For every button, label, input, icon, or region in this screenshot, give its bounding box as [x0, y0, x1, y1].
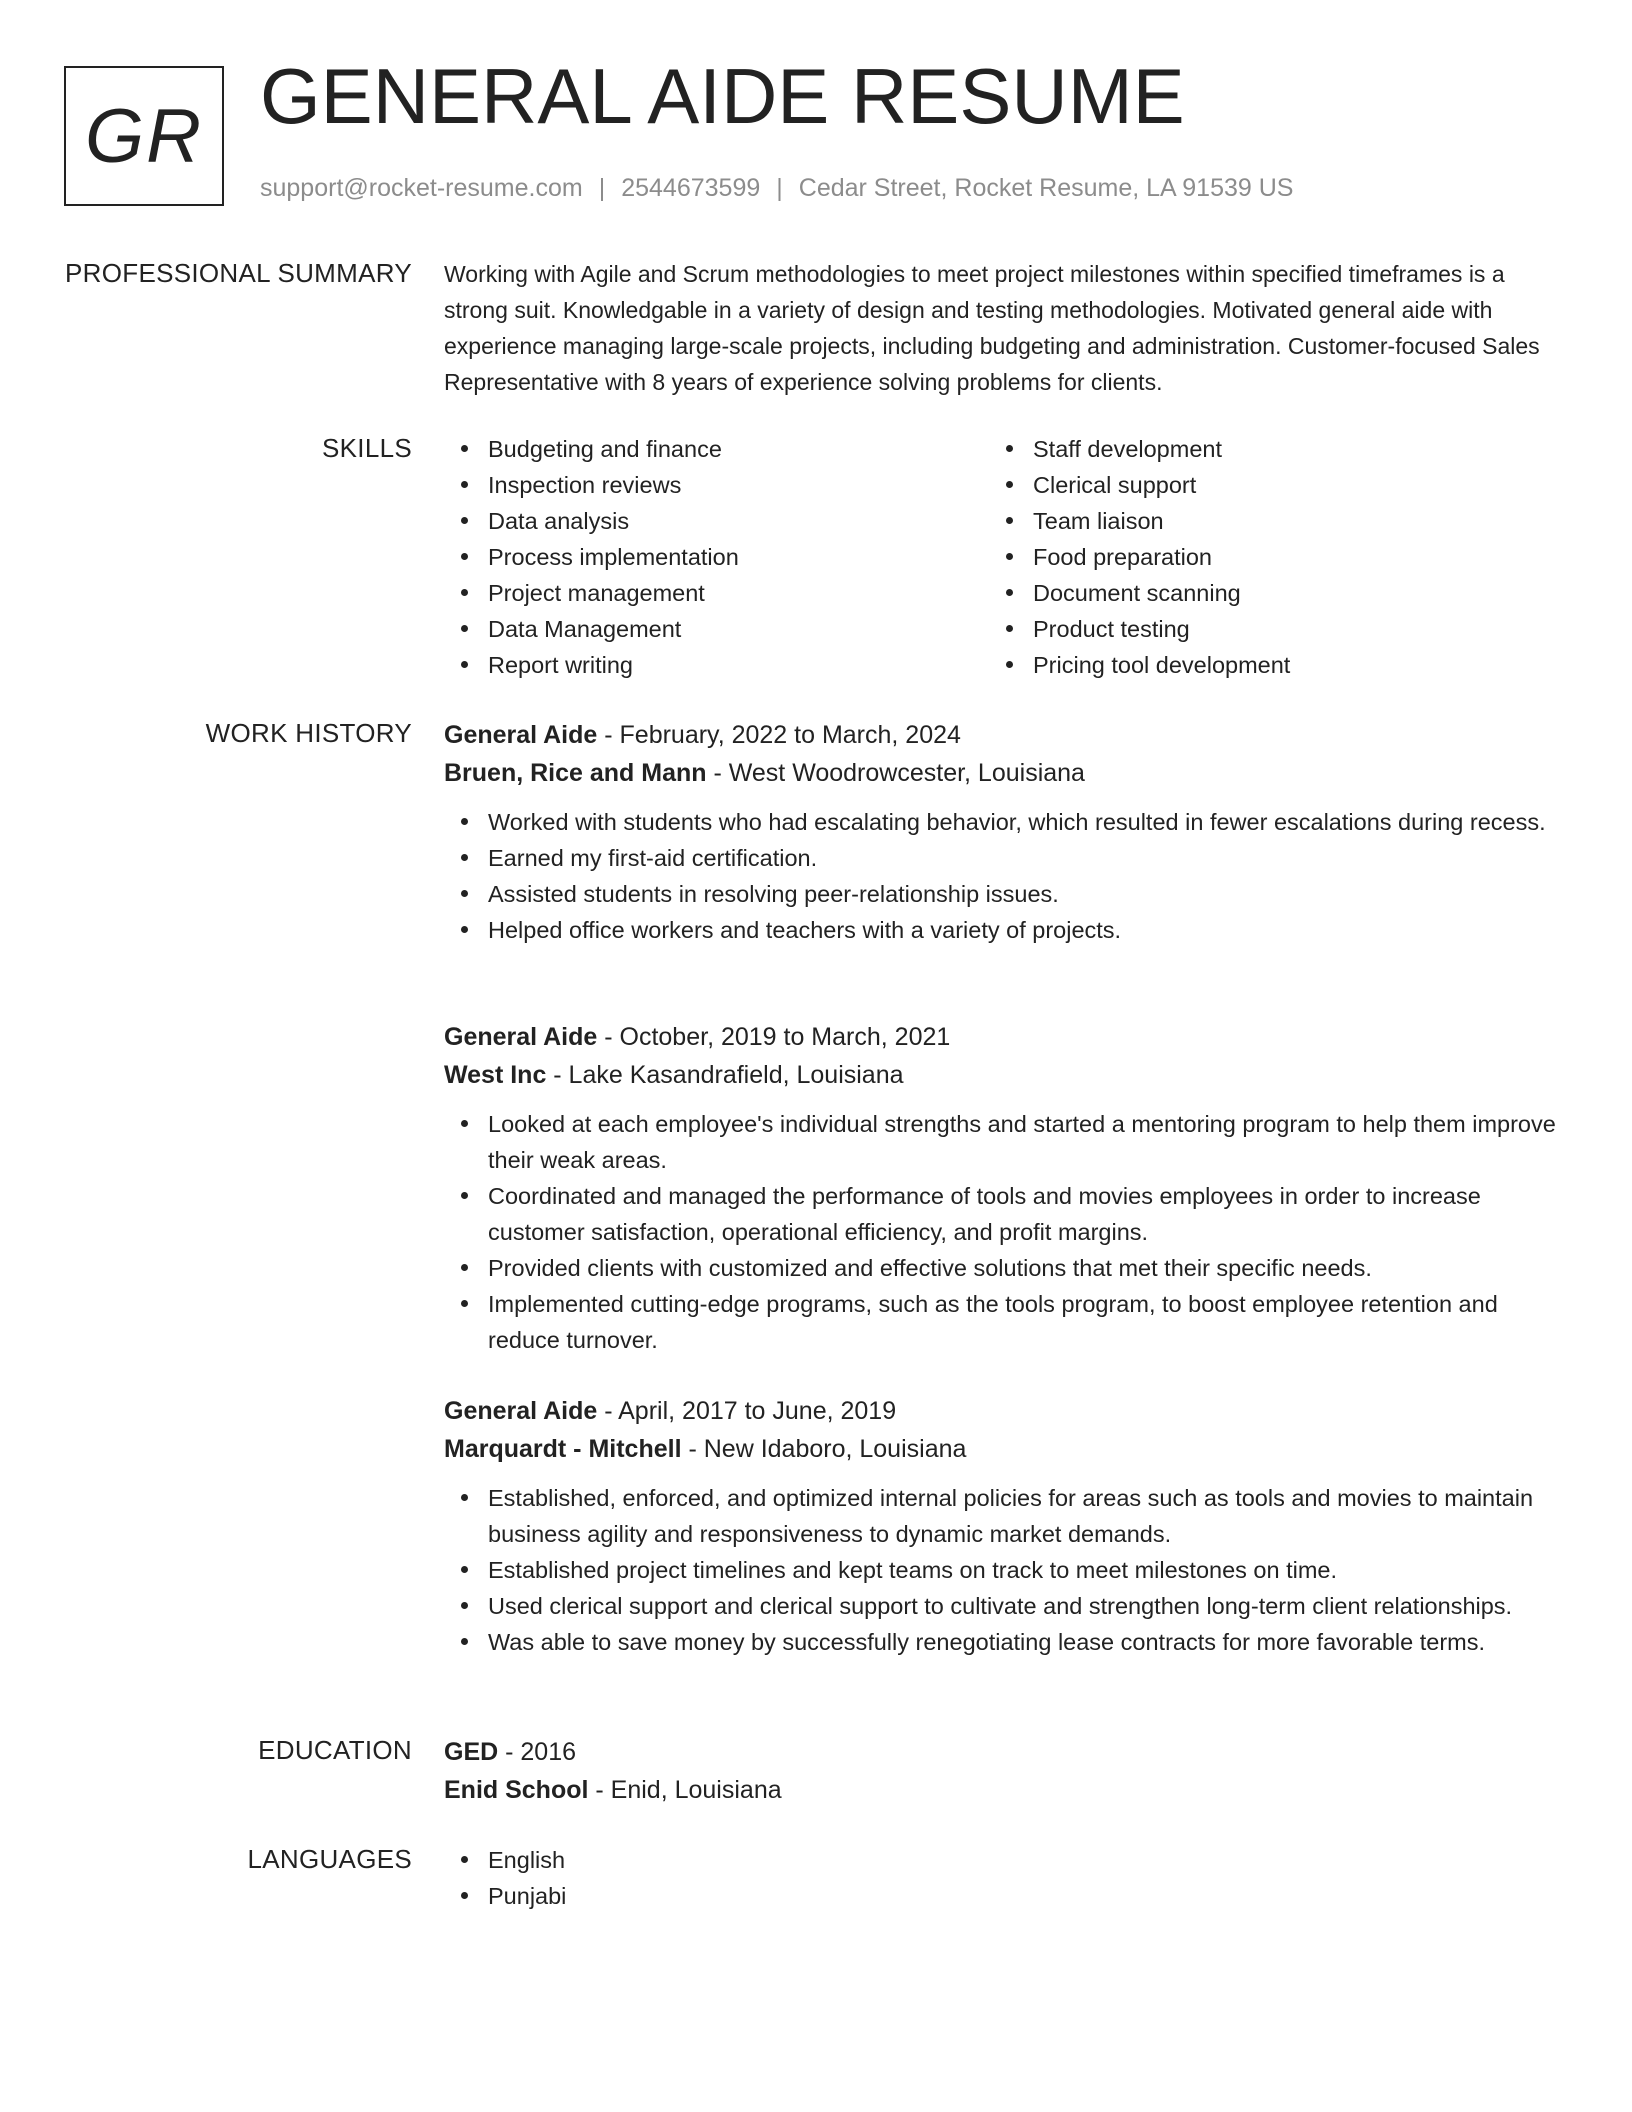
job-location: - West Woodrowcester, Louisiana: [706, 759, 1085, 787]
job-company-line: [444, 754, 1560, 792]
job-title: General Aide: [444, 1023, 598, 1051]
job-company-line: [444, 1056, 1560, 1094]
job-bullet: Worked with students who had escalating behavior, which resulted in fewer escalations during recess.: [444, 804, 1560, 840]
monogram-logo: GR: [64, 66, 224, 206]
job-dates: - February, 2022 to March, 2024: [597, 721, 961, 749]
skill-item: Data analysis: [444, 503, 984, 539]
job-bullet: Used clerical support and clerical support to cultivate and strengthen long-term client relationships.: [444, 1588, 1560, 1624]
skill-item: Document scanning: [989, 575, 1529, 611]
education-location: - Enid, Louisiana: [588, 1776, 782, 1804]
job-bullet: Established, enforced, and optimized internal policies for areas such as tools and movies to maintain business agility and responsiveness to dynamic market demands.: [444, 1480, 1560, 1552]
job-title-line: [444, 1392, 1560, 1430]
job-bullets: [444, 804, 1560, 948]
skill-item: Project management: [444, 575, 984, 611]
section-label-summary: PROFESSIONAL SUMMARY: [65, 258, 412, 288]
education-year: - 2016: [498, 1738, 577, 1766]
job-company: West Inc: [444, 1061, 547, 1089]
skill-item: Data Management: [444, 611, 984, 647]
job-bullet: Implemented cutting-edge programs, such as the tools program, to boost employee retention and reduce turnover.: [444, 1286, 1560, 1358]
section-label-education: EDUCATION: [258, 1735, 412, 1765]
summary-text: Working with Agile and Scrum methodologies to meet project milestones within specified timeframes is a strong suit. Knowledgable in a variety of design and testing methodologies. Motivated general aide with experience managing large-scale projects, including budgeting and administration. Customer-focused Sales Representative with 8 years of experience solving problems for clients.: [444, 261, 1540, 395]
skill-item: Pricing tool development: [989, 647, 1529, 683]
job-bullet: Earned my first-aid certification.: [444, 840, 1560, 876]
job-company-line: [444, 1430, 1560, 1468]
summary-body: [444, 256, 1560, 400]
education-degree-line: [444, 1733, 1560, 1771]
contact-email[interactable]: support@rocket-resume.com: [260, 174, 583, 202]
skill-item: Budgeting and finance: [444, 431, 984, 467]
skill-item: Clerical support: [989, 467, 1529, 503]
job-bullets: [444, 1480, 1560, 1660]
contact-address: Cedar Street, Rocket Resume, LA 91539 US: [798, 174, 1294, 202]
language-item: English: [444, 1842, 1560, 1878]
job-location: - New Idaboro, Louisiana: [681, 1435, 967, 1463]
skill-item: Product testing: [989, 611, 1529, 647]
job-bullet: Looked at each employee's individual strengths and started a mentoring program to help them improve their weak areas.: [444, 1106, 1560, 1178]
contact-separator: |: [776, 174, 783, 202]
section-label-work-history: WORK HISTORY: [205, 718, 412, 748]
job-dates: - October, 2019 to March, 2021: [597, 1023, 951, 1051]
skills-list-right: [989, 431, 1529, 683]
job-bullet: Established project timelines and kept teams on track to meet milestones on time.: [444, 1552, 1560, 1588]
section-label-languages: LANGUAGES: [247, 1844, 412, 1874]
job-bullet: Helped office workers and teachers with a variety of projects.: [444, 912, 1560, 948]
job-entry: [444, 1018, 1560, 1358]
job-entry: [444, 716, 1560, 948]
contact-separator: |: [598, 174, 606, 202]
skill-item: Process implementation: [444, 539, 984, 575]
languages-list: [444, 1842, 1560, 1914]
job-title: General Aide: [444, 1397, 598, 1425]
skill-item: Food preparation: [989, 539, 1529, 575]
job-bullet: Assisted students in resolving peer-relationship issues.: [444, 876, 1560, 912]
contact-phone[interactable]: 2544673599: [621, 174, 761, 202]
job-bullet: Provided clients with customized and effective solutions that met their specific needs.: [444, 1250, 1560, 1286]
job-entry: [444, 1392, 1560, 1660]
language-item: Punjabi: [444, 1878, 1560, 1914]
resume-title: GENERAL AIDE RESUME: [260, 52, 1185, 140]
job-dates: - April, 2017 to June, 2019: [597, 1397, 897, 1425]
job-title-line: [444, 716, 1560, 754]
job-title: General Aide: [444, 721, 598, 749]
job-company: Marquardt - Mitchell: [444, 1435, 682, 1463]
job-location: - Lake Kasandrafield, Louisiana: [546, 1061, 904, 1089]
skill-item: Team liaison: [989, 503, 1529, 539]
education-school: Enid School: [444, 1776, 589, 1804]
contact-line: [260, 174, 1293, 203]
skill-item: Staff development: [989, 431, 1529, 467]
job-title-line: [444, 1018, 1560, 1056]
job-company: Bruen, Rice and Mann: [444, 759, 707, 787]
skills-list-left: [444, 431, 984, 683]
languages-body: [444, 1842, 1560, 1914]
job-bullet: Was able to save money by successfully renegotiating lease contracts for more favorable terms.: [444, 1624, 1560, 1660]
education-degree: GED: [444, 1738, 499, 1766]
section-label-skills: SKILLS: [322, 433, 412, 463]
skill-item: Report writing: [444, 647, 984, 683]
education-body: [444, 1733, 1560, 1809]
education-school-line: [444, 1771, 1560, 1809]
job-bullets: [444, 1106, 1560, 1358]
job-bullet: Coordinated and managed the performance of tools and movies employees in order to increase customer satisfaction, operational efficiency, and profit margins.: [444, 1178, 1560, 1250]
skill-item: Inspection reviews: [444, 467, 984, 503]
